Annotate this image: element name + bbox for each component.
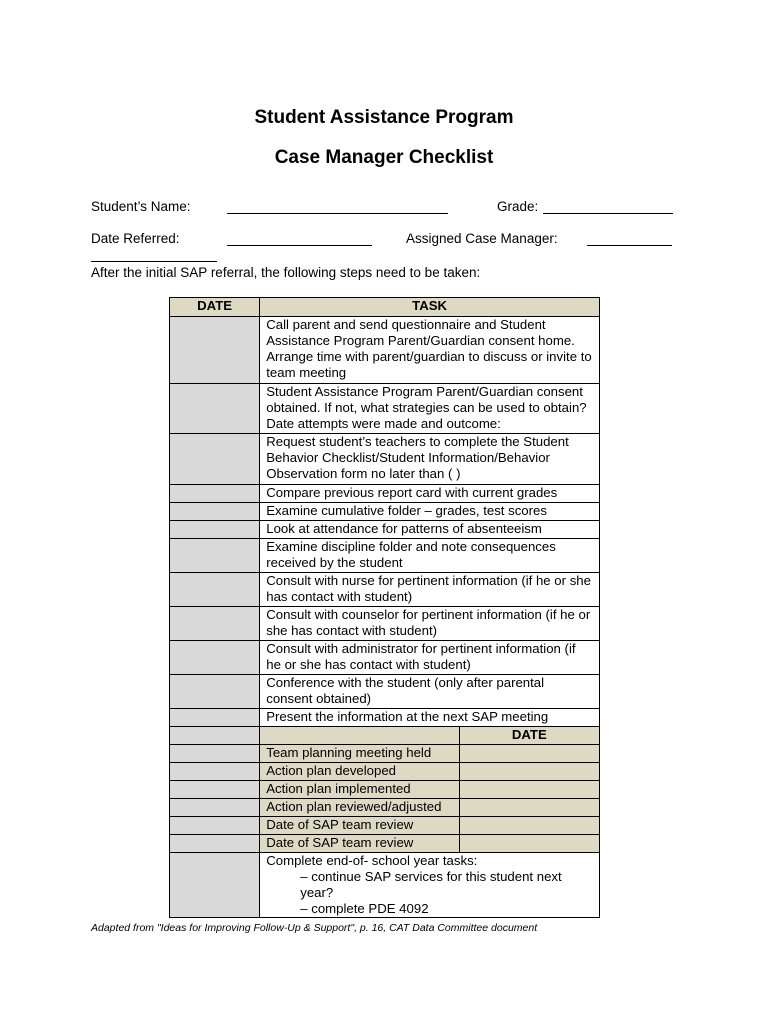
task-column-header: TASK <box>260 298 600 317</box>
date-cell[interactable] <box>170 781 260 799</box>
table-row <box>170 835 600 853</box>
sub-header-row <box>170 727 600 745</box>
date-cell[interactable] <box>170 799 260 817</box>
task-cell: Request student’s teachers to complete the Student Behavior Checklist/Student Information/Behavior Observation form no later than ( ) <box>260 434 600 485</box>
sub-task-cell: Date of SAP team review <box>260 817 459 835</box>
table-row <box>170 799 600 817</box>
table-row <box>170 434 600 485</box>
task-cell: Conference with the student (only after parental consent obtained) <box>260 675 600 709</box>
grade-field[interactable] <box>543 200 673 214</box>
date-cell[interactable] <box>170 539 260 573</box>
table-row <box>170 503 600 521</box>
table-row <box>170 384 600 434</box>
table-row <box>170 817 600 835</box>
date-cell[interactable] <box>170 485 260 503</box>
sub-date-cell[interactable] <box>459 835 599 853</box>
footer-citation: Adapted from "Ideas for Improving Follow-Up & Support", p. 16, CAT Data Committee document <box>91 922 538 934</box>
table-row <box>170 781 600 799</box>
date-cell[interactable] <box>170 503 260 521</box>
date-column-header: DATE <box>170 298 260 317</box>
task-cell: Examine cumulative folder – grades, test scores <box>260 503 600 521</box>
task-cell: Call parent and send questionnaire and Student Assistance Program Parent/Guardian consent home. Arrange time with parent/guardian to discuss or invite to team meeting <box>260 317 600 384</box>
case-manager-field-continued[interactable] <box>91 248 217 262</box>
date-cell[interactable] <box>170 745 260 763</box>
sub-date-column-header: DATE <box>459 727 599 745</box>
sub-task-cell: Team planning meeting held <box>260 745 459 763</box>
sub-date-cell[interactable] <box>459 799 599 817</box>
task-cell: Look at attendance for patterns of absenteeism <box>260 521 600 539</box>
student-name-field[interactable] <box>227 200 448 214</box>
sub-task-cell: Date of SAP team review <box>260 835 459 853</box>
table-row <box>170 745 600 763</box>
date-cell[interactable] <box>170 641 260 675</box>
task-cell: Compare previous report card with current grades <box>260 485 600 503</box>
case-manager-field[interactable] <box>587 232 672 246</box>
case-manager-label: Assigned Case Manager: <box>406 231 558 246</box>
page-title: Student Assistance Program <box>254 107 514 128</box>
student-name-label: Student’s Name: <box>91 199 191 214</box>
sub-task-cell: Action plan developed <box>260 763 459 781</box>
table-row <box>170 853 600 918</box>
date-cell[interactable] <box>170 727 260 745</box>
task-cell: Consult with counselor for pertinent information (if he or she has contact with student) <box>260 607 600 641</box>
date-cell[interactable] <box>170 384 260 434</box>
task-cell: Student Assistance Program Parent/Guardian consent obtained. If not, what strategies can be used to obtain? Date attempts were made and outcome: <box>260 384 600 434</box>
date-cell[interactable] <box>170 817 260 835</box>
table-header-row <box>170 298 600 317</box>
task-cell: Consult with administrator for pertinent information (if he or she has contact with student) <box>260 641 600 675</box>
sub-task-cell: Action plan reviewed/adjusted <box>260 799 459 817</box>
table-row <box>170 675 600 709</box>
final-task-cell <box>260 853 600 918</box>
intro-text: After the initial SAP referral, the following steps need to be taken: <box>91 265 481 280</box>
table-row <box>170 641 600 675</box>
sub-header-blank <box>260 727 459 745</box>
sub-date-cell[interactable] <box>459 817 599 835</box>
grade-label: Grade: <box>497 199 539 214</box>
table-row <box>170 521 600 539</box>
table-row <box>170 709 600 727</box>
date-cell[interactable] <box>170 675 260 709</box>
sub-date-cell[interactable] <box>459 781 599 799</box>
table-row <box>170 607 600 641</box>
date-cell[interactable] <box>170 607 260 641</box>
date-cell[interactable] <box>170 763 260 781</box>
task-cell: Present the information at the next SAP meeting <box>260 709 600 727</box>
checklist-table <box>169 297 600 918</box>
task-cell: Consult with nurse for pertinent information (if he or she has contact with student) <box>260 573 600 607</box>
date-cell[interactable] <box>170 317 260 384</box>
date-cell[interactable] <box>170 835 260 853</box>
date-cell[interactable] <box>170 853 260 918</box>
sub-date-cell[interactable] <box>459 745 599 763</box>
table-row <box>170 573 600 607</box>
table-row <box>170 539 600 573</box>
table-row <box>170 317 600 384</box>
date-referred-field[interactable] <box>227 232 372 246</box>
date-cell[interactable] <box>170 521 260 539</box>
date-cell[interactable] <box>170 709 260 727</box>
sub-date-cell[interactable] <box>459 763 599 781</box>
table-row <box>170 485 600 503</box>
page-subtitle: Case Manager Checklist <box>274 147 494 168</box>
date-cell[interactable] <box>170 434 260 485</box>
sub-task-cell: Action plan implemented <box>260 781 459 799</box>
final-task-item: – continue SAP services for this student next year? <box>300 869 562 900</box>
date-cell[interactable] <box>170 573 260 607</box>
date-referred-label: Date Referred: <box>91 231 180 246</box>
final-task-title: Complete end-of- school year tasks: <box>266 853 478 868</box>
table-row <box>170 763 600 781</box>
final-task-item: – complete PDE 4092 <box>300 901 429 916</box>
task-cell: Examine discipline folder and note consequences received by the student <box>260 539 600 573</box>
